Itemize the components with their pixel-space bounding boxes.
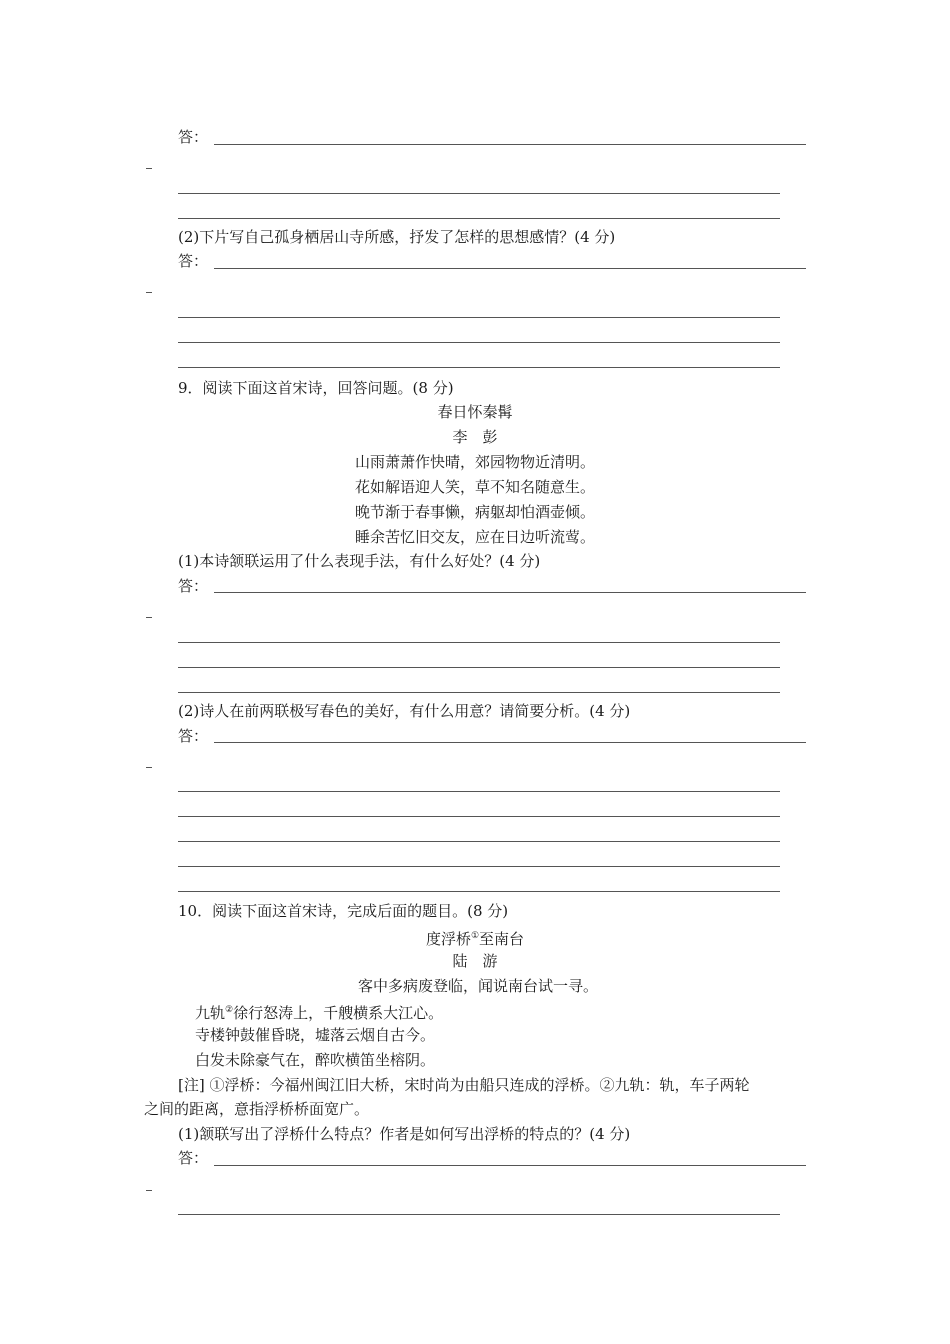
answer-line[interactable] xyxy=(214,268,806,269)
poem-line: 寺楼钟鼓催昏晓，墟落云烟自古今。 xyxy=(195,1026,436,1044)
answer-label: 答： xyxy=(178,252,209,270)
poem-title: 春日怀秦髯 xyxy=(437,403,513,421)
line-dash xyxy=(146,168,152,169)
poem-line: 晚节渐于春事懒，病躯却怕酒壶倾。 xyxy=(354,503,595,521)
note: 之间的距离，意指浮桥桥面宽广。 xyxy=(144,1100,370,1118)
answer-line[interactable] xyxy=(178,816,780,817)
answer-label: 答： xyxy=(178,128,209,146)
poem-line: 山雨萧萧作快晴，郊园物物近清明。 xyxy=(354,453,595,471)
answer-line[interactable] xyxy=(214,742,806,743)
question-9-1: (1)本诗颔联运用了什么表现手法，有什么好处？(4 分) xyxy=(178,552,541,570)
footnote-marker: ① xyxy=(470,931,480,941)
answer-line[interactable] xyxy=(178,841,780,842)
line-dash xyxy=(146,1190,152,1191)
poem-line: 花如解语迎人笑，草不知名随意生。 xyxy=(354,478,595,496)
poem-author: 陆 游 xyxy=(452,952,498,970)
answer-line[interactable] xyxy=(178,667,780,668)
question-9-intro: 9．阅读下面这首宋诗，回答问题。(8 分) xyxy=(178,379,454,397)
answer-line[interactable] xyxy=(178,193,780,194)
question-10-intro: 10．阅读下面这首宋诗，完成后面的题目。(8 分) xyxy=(178,902,509,920)
question-8-2: (2)下片写自己孤身栖居山寺所感，抒发了怎样的思想感情？(4 分) xyxy=(178,228,616,246)
poem-line: 客中多病废登临，闻说南台试一寻。 xyxy=(358,977,599,995)
question-9-2: (2)诗人在前两联极写春色的美好，有什么用意？请简要分析。(4 分) xyxy=(178,702,631,720)
poem-title: 度浮桥①至南台 xyxy=(425,930,525,948)
poem-author: 李 彭 xyxy=(452,428,498,446)
line-dash xyxy=(146,617,152,618)
answer-label: 答： xyxy=(178,727,209,745)
answer-line[interactable] xyxy=(178,317,780,318)
answer-label: 答： xyxy=(178,577,209,595)
answer-line[interactable] xyxy=(178,642,780,643)
line-dash xyxy=(146,292,152,293)
answer-line[interactable] xyxy=(178,367,780,368)
question-10-1: (1)颔联写出了浮桥什么特点？作者是如何写出浮桥的特点的？(4 分) xyxy=(178,1125,631,1143)
line-dash xyxy=(146,767,152,768)
answer-label: 答： xyxy=(178,1149,209,1167)
note: [注] ①浮桥：今福州闽江旧大桥，宋时尚为由船只连成的浮桥。②九轨：轨，车子两轮 xyxy=(178,1076,750,1094)
footnote-marker: ② xyxy=(225,1005,234,1015)
poem-line: 白发未除豪气在，醉吹横笛坐榕阴。 xyxy=(195,1051,436,1069)
answer-line[interactable] xyxy=(178,791,780,792)
answer-line[interactable] xyxy=(178,891,780,892)
answer-line[interactable] xyxy=(214,592,806,593)
answer-line[interactable] xyxy=(178,866,780,867)
poem-line: 九轨②徐行怒涛上，千艘横系大江心。 xyxy=(195,1004,444,1022)
poem-line: 睡余苦忆旧交友，应在日边听流莺。 xyxy=(354,528,595,546)
answer-line[interactable] xyxy=(214,1165,806,1166)
answer-line[interactable] xyxy=(214,144,806,145)
answer-line[interactable] xyxy=(178,342,780,343)
answer-line[interactable] xyxy=(178,218,780,219)
answer-line[interactable] xyxy=(178,1214,780,1215)
answer-line[interactable] xyxy=(178,692,780,693)
